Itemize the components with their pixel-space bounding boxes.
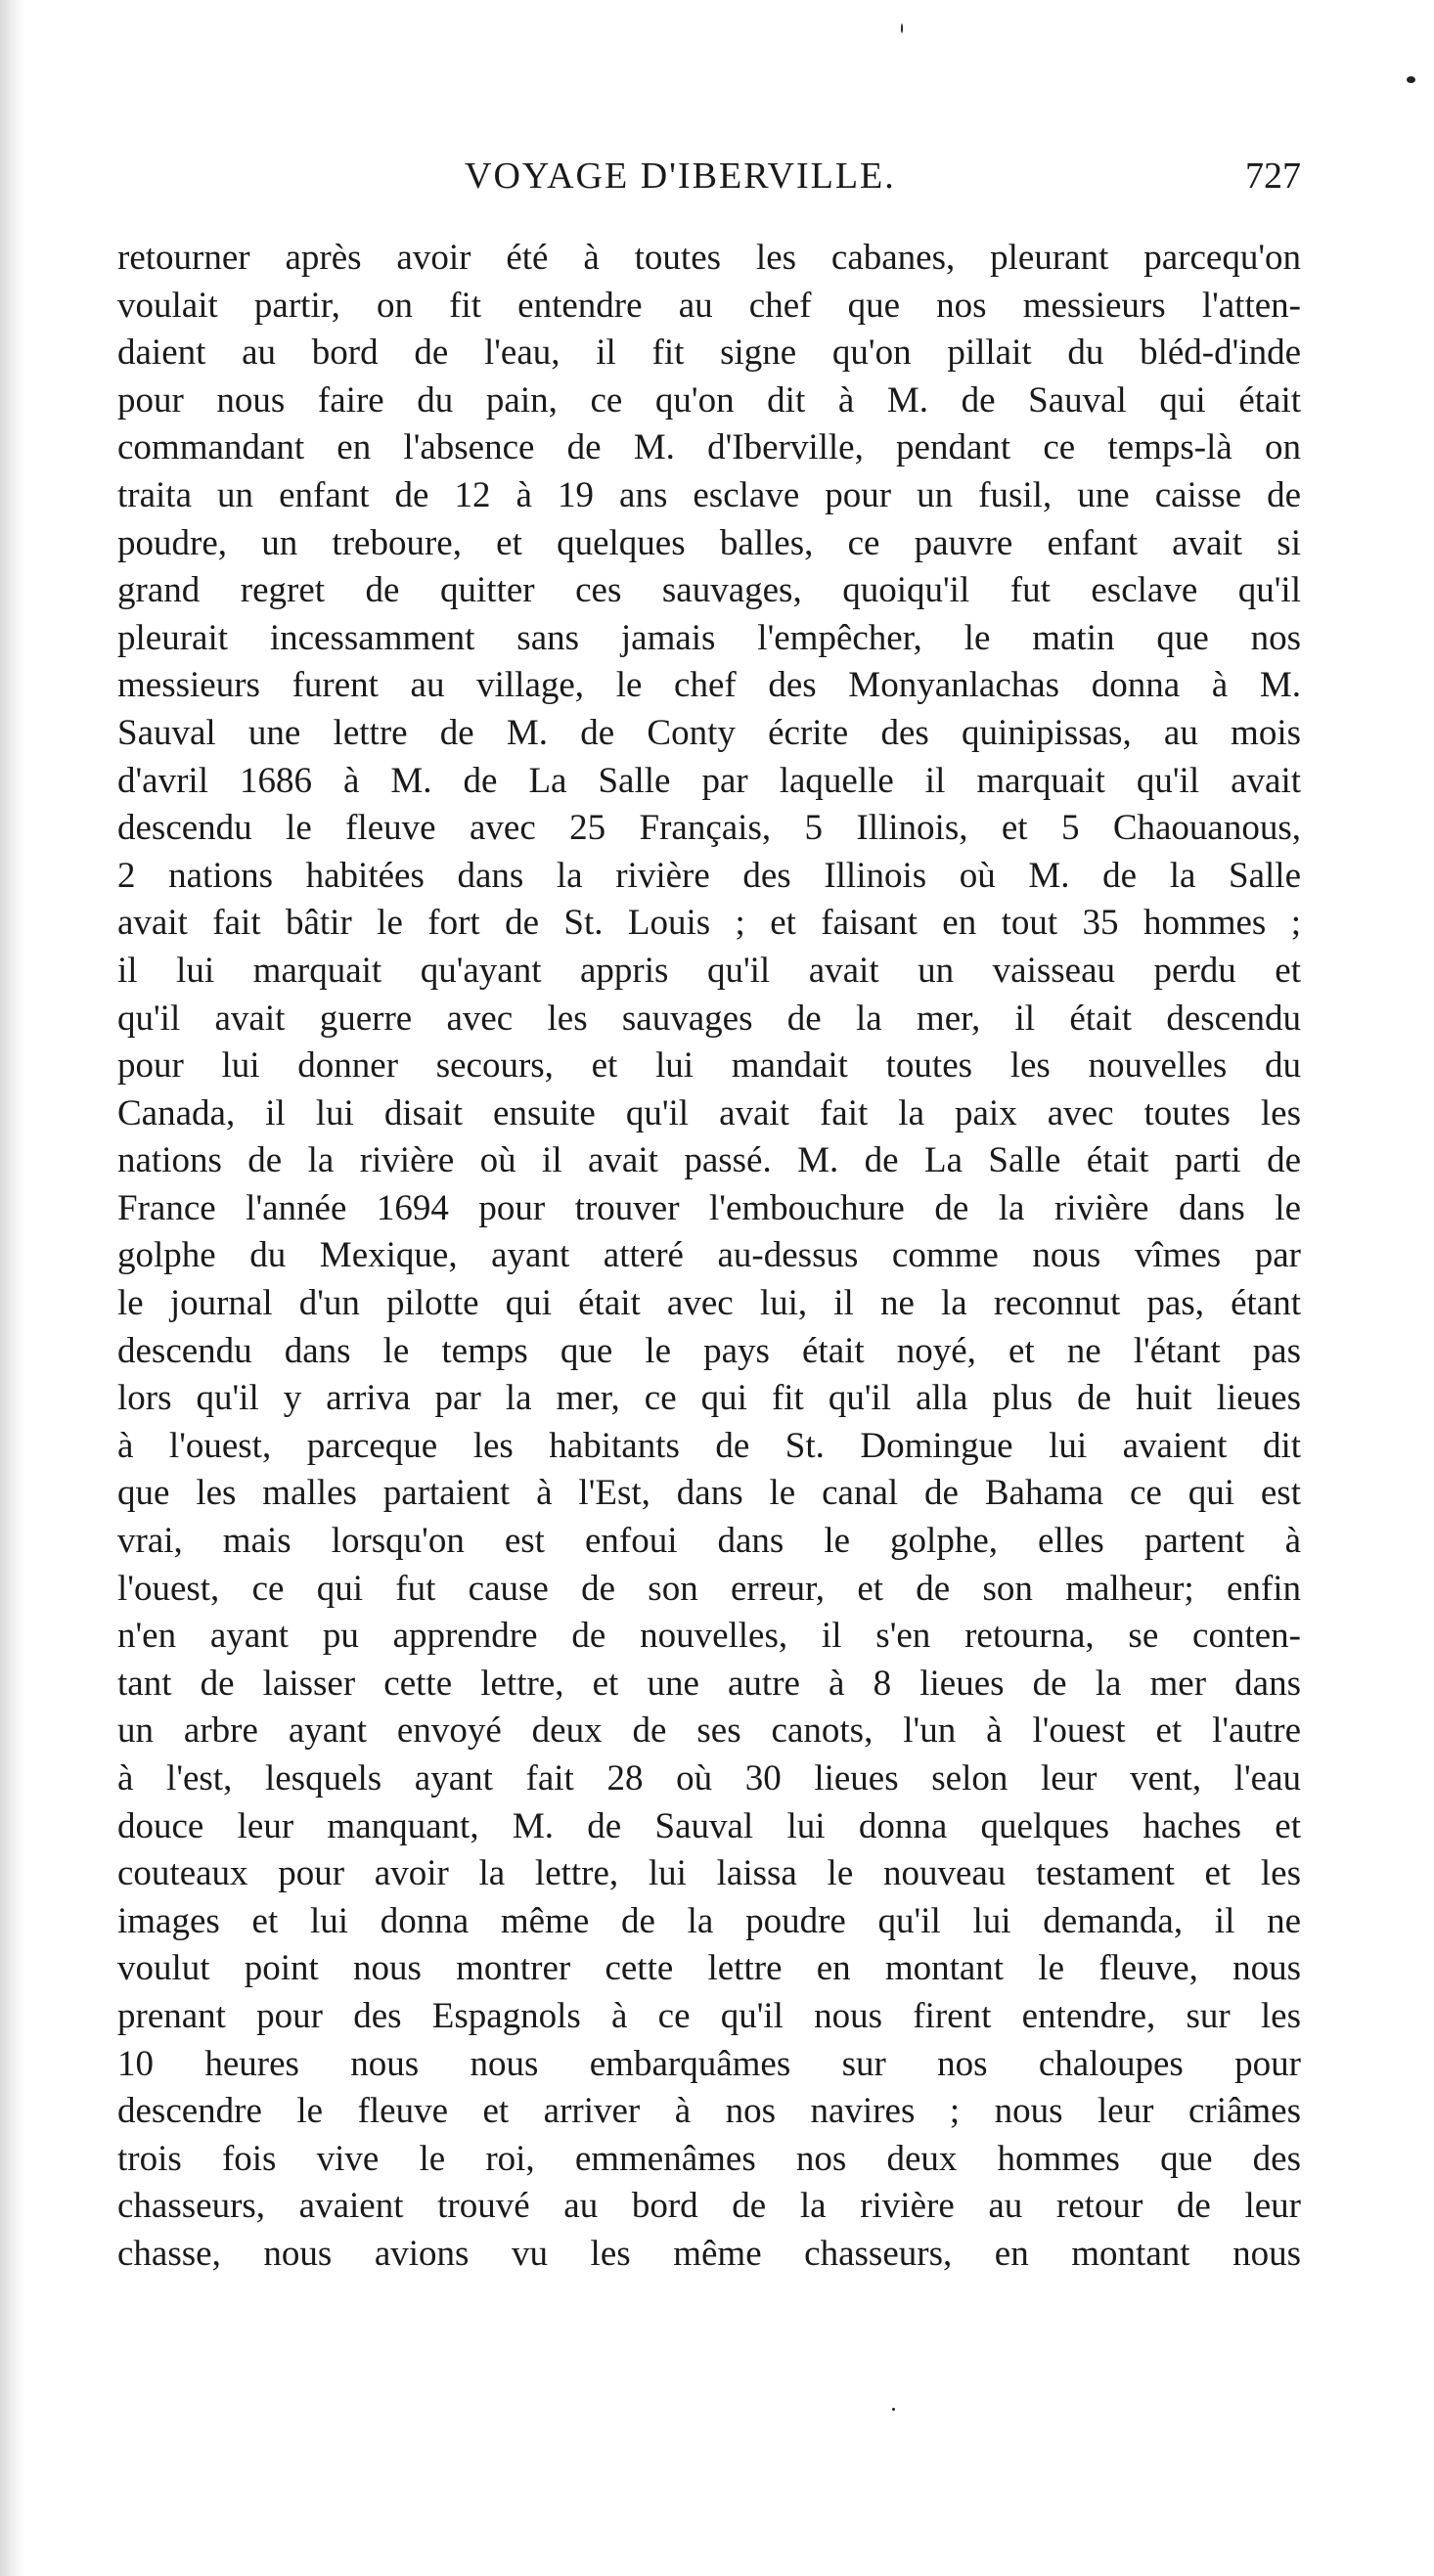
text-line: avait fait bâtir le fort de St. Louis ; et faisant en tout 35 hommes ; (117, 903, 1301, 944)
text-line: descendu dans le temps que le pays était noyé, et ne l'étant pas (117, 1330, 1301, 1371)
text-line: que les malles partaient à l'Est, dans le canal de Bahama ce qui est (117, 1473, 1301, 1514)
ink-speck (1407, 76, 1415, 83)
text-line: messieurs furent au village, le chef des Monyanlachas donna à M. (117, 665, 1301, 706)
text-line: vrai, mais lorsqu'on est enfoui dans le golphe, elles partent à (117, 1521, 1301, 1562)
page-number: 727 (1245, 155, 1301, 197)
scan-edge-shadow (0, 0, 25, 2576)
text-line: pleurait incessamment sans jamais l'empêcher, le matin que nos (117, 617, 1301, 658)
running-title: VOYAGE D'IBERVILLE. (465, 155, 896, 197)
text-line: Sauval une lettre de M. de Conty écrite des quinipissas, au mois (117, 712, 1301, 753)
text-line: voulait partir, on fit entendre au chef que nos messieurs l'atten- (117, 285, 1301, 326)
text-line: prenant pour des Espagnols à ce qu'il nous firent entendre, sur les (117, 1995, 1301, 2036)
text-line: retourner après avoir été à toutes les cabanes, pleurant parcequ'on (117, 238, 1301, 278)
ink-speck (892, 2408, 895, 2411)
text-line: trois fois vive le roi, emmenâmes nos deux hommes que des (117, 2138, 1301, 2179)
text-line: qu'il avait guerre avec les sauvages de la mer, il était descendu (117, 998, 1301, 1039)
text-line: poudre, un treboure, et quelques balles, ce pauvre enfant avait si (117, 522, 1301, 563)
text-line: pour lui donner secours, et lui mandait toutes les nouvelles du (117, 1045, 1301, 1087)
text-line: n'en ayant pu apprendre de nouvelles, il s'en retourna, se conten- (117, 1616, 1301, 1657)
text-line: il lui marquait qu'ayant appris qu'il avait un vaisseau perdu et (117, 950, 1301, 991)
text-line: 10 heures nous nous embarquâmes sur nos chaloupes pour (117, 2043, 1301, 2084)
text-line: images et lui donna même de la poudre qu'il lui demanda, il ne (117, 1900, 1301, 1941)
text-line: Canada, il lui disait ensuite qu'il avait fait la paix avec toutes les (117, 1092, 1301, 1133)
text-line: à l'est, lesquels ayant fait 28 où 30 lieues selon leur vent, l'eau (117, 1758, 1301, 1799)
ink-speck (901, 23, 903, 33)
text-line: tant de laisser cette lettre, et une autre à 8 lieues de la mer dans (117, 1663, 1301, 1704)
text-line: daient au bord de l'eau, il fit signe qu'on pillait du bléd-d'inde (117, 333, 1301, 374)
text-line: chasse, nous avions vu les même chasseurs, en montant nous (117, 2233, 1301, 2274)
text-line: douce leur manquant, M. de Sauval lui donna quelques haches et (117, 1805, 1301, 1846)
text-line: l'ouest, ce qui fut cause de son erreur, et de son malheur; enfin (117, 1568, 1301, 1609)
text-line: chasseurs, avaient trouvé au bord de la rivière au retour de leur (117, 2186, 1301, 2227)
text-line: couteaux pour avoir la lettre, lui laissa le nouveau testament et les (117, 1853, 1301, 1894)
text-line: voulut point nous montrer cette lettre en montant le fleuve, nous (117, 1948, 1301, 1989)
text-line: commandant en l'absence de M. d'Iberville, pendant ce temps-là on (117, 427, 1301, 468)
page-header (117, 155, 1301, 213)
text-line: France l'année 1694 pour trouver l'embouchure de la rivière dans le (117, 1187, 1301, 1228)
text-line: le journal d'un pilotte qui était avec lui, il ne la reconnut pas, étant (117, 1283, 1301, 1324)
text-line: à l'ouest, parceque les habitants de St. Domingue lui avaient dit (117, 1425, 1301, 1466)
text-line: pour nous faire du pain, ce qu'on dit à M. de Sauval qui était (117, 379, 1301, 421)
text-line: golphe du Mexique, ayant atteré au-dessus comme nous vîmes par (117, 1235, 1301, 1276)
text-line: d'avril 1686 à M. de La Salle par laquelle il marquait qu'il avait (117, 760, 1301, 801)
text-line: nations de la rivière où il avait passé. M. de La Salle était parti de (117, 1140, 1301, 1181)
body-text (117, 235, 1301, 2279)
text-line: lors qu'il y arriva par la mer, ce qui fit qu'il alla plus de huit lieues (117, 1378, 1301, 1419)
text-line: 2 nations habitées dans la rivière des Illinois où M. de la Salle (117, 855, 1301, 896)
text-line: descendu le fleuve avec 25 Français, 5 Illinois, et 5 Chaouanous, (117, 808, 1301, 849)
text-line: descendre le fleuve et arriver à nos navires ; nous leur criâmes (117, 2091, 1301, 2132)
text-line: un arbre ayant envoyé deux de ses canots, l'un à l'ouest et l'autre (117, 1710, 1301, 1752)
text-line: grand regret de quitter ces sauvages, quoiqu'il fut esclave qu'il (117, 570, 1301, 611)
text-line: traita un enfant de 12 à 19 ans esclave pour un fusil, une caisse de (117, 474, 1301, 515)
